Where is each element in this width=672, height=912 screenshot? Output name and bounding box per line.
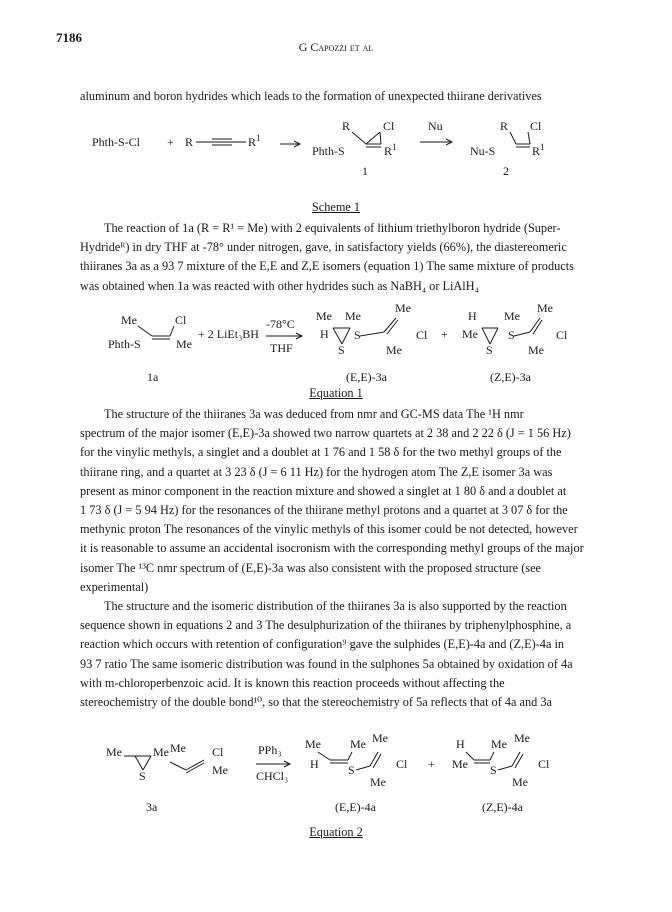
phth-s-cl: Phth-S-Cl xyxy=(92,135,141,149)
svg-text:Nu: Nu xyxy=(428,119,443,133)
svg-text:Cl: Cl xyxy=(383,119,395,133)
svg-text:Me: Me xyxy=(176,337,192,351)
svg-text:R1: $R^1$ xyxy=(532,142,545,158)
intro-line: aluminum and boron hydrides which leads to the formation of unexpected thiirane derivatives xyxy=(80,89,542,103)
svg-text:R1: $R^1$ xyxy=(384,142,397,158)
label-3a: 3a xyxy=(146,800,158,814)
label-ze-3a: (Z,E)-3a xyxy=(490,370,531,384)
label-1a: 1a xyxy=(147,370,159,384)
svg-text:R: R xyxy=(342,119,351,133)
svg-text:Phth-S: Phth-S xyxy=(108,337,141,351)
svg-text:S: S xyxy=(348,763,355,777)
svg-text:Me: Me xyxy=(386,343,402,357)
svg-text:R: R xyxy=(185,135,194,149)
paragraph-2: The structure of the thiiranes 3a was deduced from nmr and GC-MS data The ¹H nmr spectrum of the major isomer (E,E)-3a showed two narrow quartets at 2 38 and 2 22 δ (J = 1 56 Hz) for the vinylic methyls, a singlet and a doublet at 1 76 and 1 58 δ for the two methyl groups of the thiirane ring, and a quartet at 3 23 δ (J = 6 11 Hz) for the hydrogen atom The Z,E isomer 3a was present as minor component in the reaction mixture and showed a singlet at 1 80 δ and a doublet at 1 73 δ (J = 5 94 Hz) for the resonances of the thiirane methyl protons and a quartet at 3 07 δ for the methynic proton The resonances of the vinylic methyls of this isomer could be not detected, however it is reasonable to assume an accidental isocronism with the corresponding methyl groups of the major isomer The ¹³C nmr spectrum of (E,E)-3a was also consistent with the proposed structure (see experimental) xyxy=(80,407,584,594)
running-head: G Capozzi et al xyxy=(298,40,374,54)
svg-text:Me: Me xyxy=(370,775,386,789)
svg-text:2: 2 xyxy=(503,164,509,178)
label-ze-4a: (Z,E)-4a xyxy=(482,800,523,814)
svg-text:Cl: Cl xyxy=(556,328,568,342)
svg-text:H: H xyxy=(456,737,465,751)
equation-2-caption: Equation 2 xyxy=(309,825,363,839)
svg-text:S: S xyxy=(354,328,361,342)
svg-text:Cl: Cl xyxy=(530,119,542,133)
svg-text:Me: Me xyxy=(537,301,553,315)
svg-text:R: R xyxy=(500,119,509,133)
svg-text:Me: Me xyxy=(121,313,137,327)
svg-text:R1: $R^1$ xyxy=(248,133,261,149)
svg-text:Me: Me xyxy=(170,741,186,755)
paragraph-1: The reaction of 1a (R = R¹ = Me) with 2 equivalents of lithium triethylboron hydride (Super- Hydrideᴿ) in dry THF at -78° under nitrogen, gave, in satisfactory yields (66%), the diastereomeric thiiranes 3a as a 93 7 mixture of the E,E and Z,E isomers (equation 1) The same mixture of products was obtained when 1a was reacted with other hydrides such as NaBH₄ or LiAlH₄ xyxy=(80,221,574,293)
svg-text:PPh₃: PPh₃ xyxy=(258,743,282,757)
svg-text:Me: Me xyxy=(528,343,544,357)
svg-text:Me: Me xyxy=(504,309,520,323)
svg-text:CHCl₃: CHCl₃ xyxy=(256,769,289,783)
svg-text:THF: THF xyxy=(270,341,293,355)
svg-text:+ 2 LiEt₃BH: + 2 LiEt₃BH xyxy=(198,327,259,341)
equation-1-structure xyxy=(0,298,672,358)
svg-text:+: + xyxy=(167,135,174,149)
svg-text:Nu-S: Nu-S xyxy=(470,144,496,158)
svg-text:Me: Me xyxy=(395,301,411,315)
svg-text:Me: Me xyxy=(305,737,321,751)
svg-text:Me: Me xyxy=(462,327,478,341)
svg-text:Me: Me xyxy=(316,309,332,323)
svg-text:-78°C: -78°C xyxy=(266,317,295,331)
label-ee-4a: (E,E)-4a xyxy=(335,800,376,814)
svg-text:Me: Me xyxy=(512,775,528,789)
svg-text:S: S xyxy=(338,343,345,357)
svg-text:Me: Me xyxy=(345,309,361,323)
svg-text:Me: Me xyxy=(350,737,366,751)
svg-text:Me: Me xyxy=(452,757,468,771)
svg-text:S: S xyxy=(508,328,515,342)
svg-text:Cl: Cl xyxy=(538,757,550,771)
svg-text:H: H xyxy=(468,309,477,323)
svg-text:Phth-S: Phth-S xyxy=(312,144,345,158)
scheme-1-structure xyxy=(0,112,672,192)
svg-text:Me: Me xyxy=(153,745,169,759)
svg-text:1: 1 xyxy=(362,164,368,178)
svg-text:+: + xyxy=(428,757,435,771)
svg-text:Cl: Cl xyxy=(416,328,428,342)
scheme-1-caption: Scheme 1 xyxy=(311,200,361,214)
svg-text:S: S xyxy=(139,769,146,783)
label-ee-3a: (E,E)-3a xyxy=(346,370,387,384)
svg-text:Me: Me xyxy=(372,731,388,745)
svg-text:+: + xyxy=(441,327,448,341)
svg-text:Me: Me xyxy=(106,745,122,759)
svg-text:Me: Me xyxy=(212,763,228,777)
paragraph-3: The structure and the isomeric distribution of the thiiranes 3a is also supported by the reaction sequence shown in equations 2 and 3 The desulphurization of the thiiranes by triphenylphosphine, a reaction which occurs with retention of configuration⁹ gave the sulphides (E,E)-4a and (Z,E)-4a in 93 7 ratio The same isomeric distribution was found in the sulphones 5a obtained by oxidation of 4a with m-chloroperbenzoic acid. It is known this reaction proceeds without affecting the stereochemistry of the double bond¹⁰, so that the stereochemistry of 5a reflects that of 4a and 3a xyxy=(80,599,573,710)
svg-text:Me: Me xyxy=(514,731,530,745)
svg-text:Me: Me xyxy=(491,737,507,751)
svg-text:H: H xyxy=(310,757,319,771)
equation-1-caption: Equation 1 xyxy=(309,386,363,400)
svg-text:Cl: Cl xyxy=(175,313,187,327)
svg-text:Cl: Cl xyxy=(212,745,224,759)
svg-text:S: S xyxy=(486,343,493,357)
svg-text:Cl: Cl xyxy=(396,757,408,771)
page-number: 7186 xyxy=(56,30,82,45)
svg-text:H: H xyxy=(320,327,329,341)
svg-text:S: S xyxy=(490,763,497,777)
equation-2-structure xyxy=(0,730,672,792)
